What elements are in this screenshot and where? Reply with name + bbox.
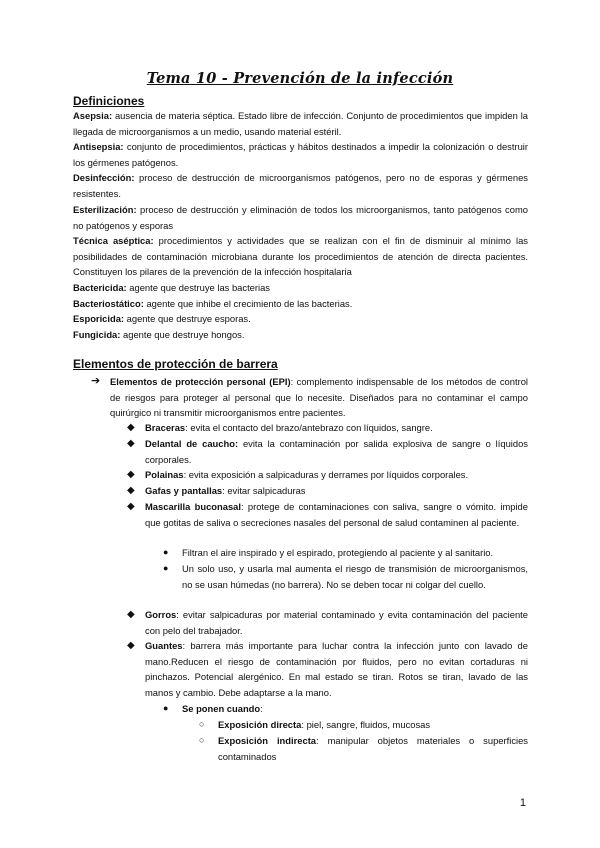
term: Gafas y pantallas xyxy=(145,485,223,496)
definition-text: agente que destruye hongos. xyxy=(120,329,245,340)
diamond-bullet-icon: ◆ xyxy=(127,469,135,480)
braceras-item xyxy=(145,420,528,436)
mascarilla-item xyxy=(145,499,528,530)
term: Polainas xyxy=(145,469,184,480)
circle-bullet-icon: ○ xyxy=(199,735,205,745)
definition-esporicida xyxy=(73,311,528,327)
definition-bacteriostatico xyxy=(73,296,528,312)
term: Asepsia: xyxy=(73,110,113,121)
term: Bacteriostático: xyxy=(73,298,144,309)
polainas-item xyxy=(145,467,528,483)
definition-esterilizacion xyxy=(73,202,528,233)
term: Gorros xyxy=(145,609,177,620)
diamond-bullet-icon: ◆ xyxy=(127,422,135,433)
term: Desinfección: xyxy=(73,172,135,183)
exposicion-directa-item xyxy=(218,717,528,733)
term: Elementos de protección personal (EPI) xyxy=(110,376,291,387)
item-text: : evita el contacto del brazo/antebrazo con líquidos, sangre. xyxy=(185,422,433,433)
gorros-item xyxy=(145,607,528,638)
term: Delantal de caucho: xyxy=(145,438,239,449)
definition-text: agente que destruye esporas. xyxy=(124,313,251,324)
barrier-heading: Elementos de protección de barrera xyxy=(73,357,278,371)
definition-tecnica-aseptica xyxy=(73,233,528,280)
dot-bullet-icon: ● xyxy=(163,703,169,713)
arrow-bullet-icon: ➔ xyxy=(91,375,101,387)
definition-text: procedimientos y actividades que se realizan con el fin de disminuir al mínimo las posibilidades de contaminación microbiana durante los procedimientos de atención de directa pacientes. Constituyen los pilares de la prevención de la infección hospitalaria xyxy=(73,235,528,278)
diamond-bullet-icon: ◆ xyxy=(127,501,135,512)
definition-bactericida xyxy=(73,280,528,296)
exposicion-indirecta-item xyxy=(218,733,528,764)
page-title: Tema 10 - Prevención de la infección xyxy=(146,70,454,87)
page-number: 1 xyxy=(519,797,526,809)
diamond-bullet-icon: ◆ xyxy=(127,438,135,449)
definition-text: agente que destruye las bacterias xyxy=(126,282,270,293)
term: Braceras xyxy=(145,422,186,433)
definitions-heading: Definiciones xyxy=(73,94,145,108)
term: Fungicida: xyxy=(73,329,121,340)
gafas-item xyxy=(145,483,528,499)
term: Exposición directa xyxy=(218,719,302,730)
term: Exposición indirecta xyxy=(218,735,317,746)
dot-bullet-icon: ● xyxy=(163,547,169,557)
definition-asepsia xyxy=(73,108,528,139)
se-ponen-item xyxy=(182,701,528,717)
diamond-bullet-icon: ◆ xyxy=(127,640,135,651)
mascarilla-sub-item: Un solo uso, y usarla mal aumenta el riesgo de transmisión de microorganismos, no se usan húmedas (no barrera). No se deben tocar ni colgar del cuello. xyxy=(182,563,528,590)
epi-item xyxy=(110,374,528,421)
definition-fungicida xyxy=(73,327,528,343)
definition-text: agente que inhibe el crecimiento de las bacterias. xyxy=(143,298,353,309)
term: Guantes xyxy=(145,640,183,651)
term: Se ponen cuando xyxy=(182,703,261,714)
item-text: : complemento indispensable de los métodos de control de riesgos para proteger al personal que lo necesite. Diseñados para no contaminar el campo quirúrgico ni transmitir microorganismos entre pacientes. xyxy=(110,376,528,419)
definition-text: conjunto de procedimientos, prácticas y hábitos destinados a impedir la colonización o destruir los gérmenes patógenos. xyxy=(73,141,528,168)
item-text: : evita exposición a salpicaduras y derrames por líquidos corporales. xyxy=(183,469,469,480)
guantes-item xyxy=(145,638,528,700)
term: Mascarilla buconasal xyxy=(145,501,241,512)
definition-text: proceso de destrucción de microorganismos patógenos, pero no de esporas y gérmenes resistentes. xyxy=(73,172,528,199)
item-text: : xyxy=(260,703,263,714)
definition-antisepsia xyxy=(73,139,528,170)
item-text: : manipular objetos materiales o superficies contaminados xyxy=(218,735,528,762)
item-text: : evitar salpicaduras por material contaminado y evita contaminación del paciente con pelo del trabajador. xyxy=(145,609,528,636)
item-text: : protege de contaminaciones con saliva, sangre o vómito. impide que gotitas de saliva o secreciones nasales del personal de salud contaminen al paciente. xyxy=(145,501,528,528)
definition-text: ausencia de materia séptica. Estado libre de infección. Conjunto de procedimientos que impiden la llegada de microorganismos a un medio, usando material estéril. xyxy=(73,110,528,137)
mascarilla-sub-item: Filtran el aire inspirado y el espirado, protegiendo al paciente y al sanitario. xyxy=(182,547,494,558)
item-text: : evitar salpicaduras xyxy=(222,485,306,496)
term: Bactericida: xyxy=(73,282,127,293)
dot-bullet-icon: ● xyxy=(163,563,169,573)
definition-text: proceso de destrucción y eliminación de todos los microorganismos, tanto patógenos como no patógenos y esporas xyxy=(73,204,528,231)
item-text: : barrera más importante para luchar contra la infección junto con lavado de mano.Reducen el riesgo de contaminación por fluidos, pero no evitan cortaduras ni pinchazos. Potencial alergénico. En mal estado se tiran. Rotos se tiran, lavado de las manos y cambio. Debe adaptarse a la mano. xyxy=(145,640,528,698)
item-text: : piel, sangre, fluidos, mucosas xyxy=(301,719,431,730)
term: Esterilización: xyxy=(73,204,137,215)
circle-bullet-icon: ○ xyxy=(199,719,205,729)
item-text: evita la contaminación por salida explosiva de sangre o líquidos corporales. xyxy=(145,438,528,465)
delantal-item xyxy=(145,436,528,467)
term: Antisepsia: xyxy=(73,141,124,152)
diamond-bullet-icon: ◆ xyxy=(127,609,135,620)
term: Técnica aséptica: xyxy=(73,235,154,246)
term: Esporicida: xyxy=(73,313,125,324)
definition-desinfeccion xyxy=(73,170,528,201)
diamond-bullet-icon: ◆ xyxy=(127,485,135,496)
